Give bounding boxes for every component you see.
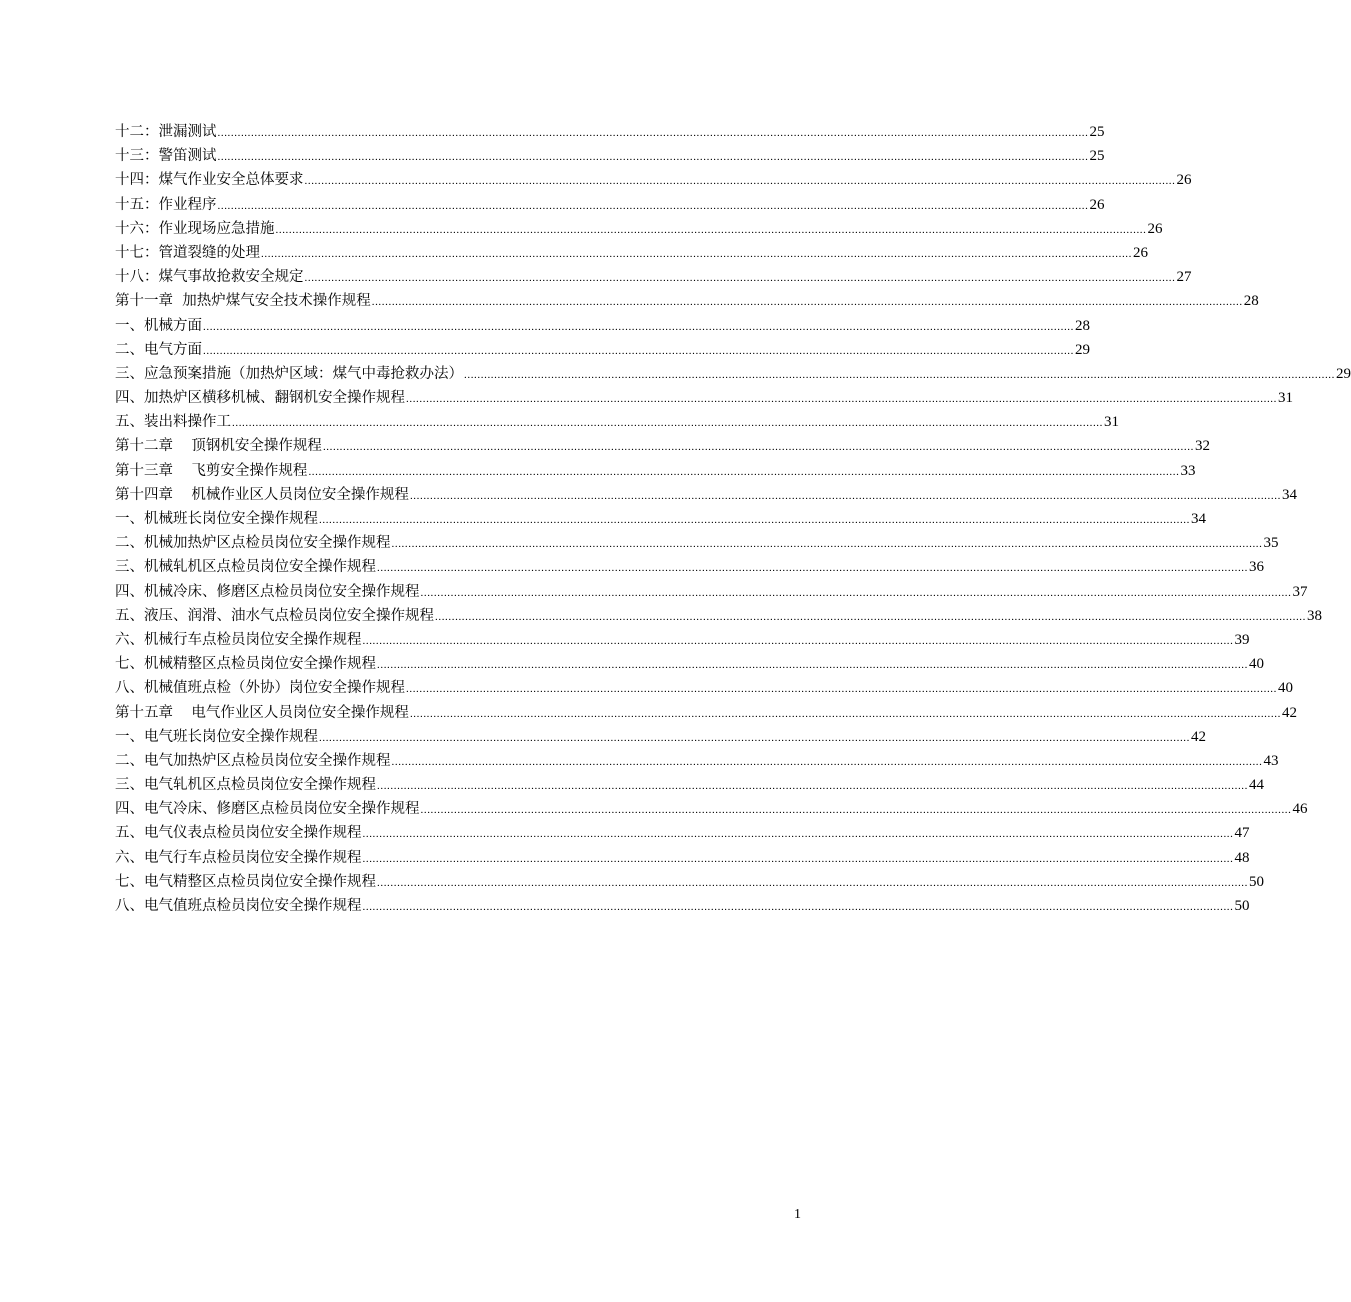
toc-entry-title: 七、机械精整区点检员岗位安全操作规程 — [115, 656, 376, 673]
toc-entry-page: 39 — [1234, 631, 1250, 648]
toc-dot-leader: .................................................................................................................................................................................................................................................................... — [406, 393, 1277, 406]
toc-entry-page: 37 — [1292, 583, 1308, 600]
toc-entry-title: 十二：泄漏测试 — [115, 124, 217, 140]
toc-entry-title: 二、机械加热炉区点检员岗位安全操作规程 — [115, 535, 391, 552]
toc-dot-leader: .................................................................................................................................................................................................................................................................... — [391, 538, 1263, 551]
toc-dot-leader: .................................................................................................................................................................................................................................................................... — [420, 804, 1292, 817]
toc-entry-page: 46 — [1292, 801, 1308, 818]
toc-entry-title: 一、机械方面 — [115, 317, 202, 334]
toc-entry[interactable] — [115, 846, 1250, 870]
toc-entry-title: 第十五章 电气作业区人员岗位安全操作规程 — [115, 704, 409, 721]
toc-entry[interactable] — [115, 676, 1293, 700]
toc-entry-title: 三、电气轧机区点检员岗位安全操作规程 — [115, 777, 376, 794]
toc-entry-page: 29 — [1075, 341, 1090, 358]
toc-entry[interactable] — [115, 338, 1090, 362]
toc-entry-page: 26 — [1089, 196, 1105, 213]
toc-entry-page: 50 — [1249, 873, 1264, 890]
toc-dot-leader: .................................................................................................................................................................................................................................................................... — [275, 223, 1147, 236]
toc-entry-title: 三、应急预案措施（加热炉区域：煤气中毒抢救办法） — [115, 365, 463, 382]
toc-dot-leader: .................................................................................................................................................................................................................................................................... — [362, 634, 1234, 647]
toc-dot-leader: .................................................................................................................................................................................................................................................................... — [406, 683, 1277, 696]
toc-dot-leader: .................................................................................................................................................................................................................................................................... — [409, 707, 1281, 720]
toc-entry-title: 第十二章 顶钢机安全操作规程 — [115, 438, 322, 455]
toc-entry-page: 40 — [1278, 680, 1293, 697]
toc-dot-leader: .................................................................................................................................................................................................................................................................... — [304, 272, 1176, 285]
toc-entry[interactable] — [115, 314, 1090, 338]
toc-dot-leader: .................................................................................................................................................................................................................................................................... — [362, 828, 1234, 841]
toc-dot-leader: .................................................................................................................................................................................................................................................................... — [232, 417, 1103, 430]
toc-entry[interactable] — [115, 483, 1297, 507]
toc-dot-leader: .................................................................................................................................................................................................................................................................... — [409, 489, 1281, 502]
toc-entry-page: 25 — [1089, 148, 1105, 165]
toc-entry-page: 26 — [1133, 244, 1148, 261]
toc-entry[interactable] — [115, 725, 1206, 749]
toc-dot-leader: .................................................................................................................................................................................................................................................................... — [203, 344, 1074, 357]
toc-entry-title: 七、电气精整区点检员岗位安全操作规程 — [115, 873, 376, 890]
table-of-contents — [115, 120, 1351, 918]
toc-entry-page: 42 — [1281, 704, 1297, 721]
toc-entry-title: 三、机械轧机区点检员岗位安全操作规程 — [115, 559, 376, 576]
toc-entry-title: 十六：作业现场应急措施 — [115, 220, 275, 237]
toc-dot-leader: .................................................................................................................................................................................................................................................................... — [435, 610, 1306, 623]
toc-dot-leader: .................................................................................................................................................................................................................................................................... — [319, 514, 1190, 526]
toc-entry-title: 十八：煤气事故抢救安全规定 — [115, 269, 304, 286]
toc-entry[interactable] — [115, 580, 1308, 604]
toc-entry[interactable] — [115, 555, 1264, 579]
toc-entry[interactable] — [115, 120, 1105, 144]
toc-dot-leader: .................................................................................................................................................................................................................................................................... — [322, 441, 1194, 454]
toc-entry[interactable] — [115, 652, 1264, 676]
toc-entry-title: 一、机械班长岗位安全操作规程 — [115, 511, 318, 527]
toc-entry[interactable] — [115, 604, 1322, 628]
toc-dot-leader: .................................................................................................................................................................................................................................................................... — [319, 731, 1190, 744]
toc-dot-leader: .................................................................................................................................................................................................................................................................... — [217, 151, 1089, 164]
toc-dot-leader: .................................................................................................................................................................................................................................................................... — [377, 876, 1248, 889]
toc-entry-page: 38 — [1307, 607, 1322, 624]
toc-entry-title: 八、机械值班点检（外协）岗位安全操作规程 — [115, 680, 405, 697]
toc-entry[interactable] — [115, 821, 1250, 845]
toc-entry[interactable] — [115, 870, 1264, 894]
toc-entry[interactable] — [115, 144, 1105, 168]
toc-dot-leader: .................................................................................................................................................................................................................................................................... — [308, 465, 1180, 478]
toc-entry[interactable] — [115, 773, 1264, 797]
toc-entry-page: 25 — [1089, 124, 1105, 140]
toc-entry[interactable] — [115, 531, 1279, 555]
toc-entry-page: 33 — [1180, 462, 1196, 479]
toc-entry-title: 四、电气冷床、修磨区点检员岗位安全操作规程 — [115, 801, 420, 818]
toc-entry[interactable] — [115, 749, 1279, 773]
toc-dot-leader: .................................................................................................................................................................................................................................................................... — [377, 562, 1248, 575]
toc-entry-title: 二、电气方面 — [115, 341, 202, 358]
toc-dot-leader: .................................................................................................................................................................................................................................................................... — [464, 368, 1335, 381]
toc-entry-title: 二、电气加热炉区点检员岗位安全操作规程 — [115, 752, 391, 769]
toc-dot-leader: .................................................................................................................................................................................................................................................................... — [377, 780, 1248, 793]
toc-dot-leader: .................................................................................................................................................................................................................................................................... — [304, 175, 1176, 188]
toc-entry[interactable] — [115, 265, 1192, 289]
toc-entry[interactable] — [115, 701, 1297, 725]
toc-entry-page: 26 — [1176, 172, 1192, 189]
toc-entry-page: 26 — [1147, 220, 1163, 237]
toc-entry-title: 一、电气班长岗位安全操作规程 — [115, 728, 318, 745]
toc-entry-page: 42 — [1191, 728, 1206, 745]
toc-entry-title: 四、机械冷床、修磨区点检员岗位安全操作规程 — [115, 583, 420, 600]
toc-dot-leader: .................................................................................................................................................................................................................................................................... — [261, 247, 1132, 260]
toc-entry-title: 四、加热炉区横移机械、翻钢机安全操作规程 — [115, 390, 405, 407]
toc-dot-leader: .................................................................................................................................................................................................................................................................... — [362, 852, 1234, 865]
toc-entry-page: 31 — [1278, 390, 1293, 407]
toc-entry-page: 40 — [1249, 656, 1264, 673]
toc-entry-title: 六、机械行车点检员岗位安全操作规程 — [115, 631, 362, 648]
toc-dot-leader: .................................................................................................................................................................................................................................................................... — [371, 296, 1243, 309]
toc-entry-page: 34 — [1281, 486, 1297, 503]
toc-entry-title: 十五：作业程序 — [115, 196, 217, 213]
toc-entry-title: 第十三章 飞剪安全操作规程 — [115, 462, 308, 479]
toc-entry-page: 35 — [1263, 535, 1279, 552]
toc-entry-page: 44 — [1249, 777, 1264, 794]
toc-entry[interactable] — [115, 362, 1351, 386]
toc-entry-title: 五、液压、润滑、油水气点检员岗位安全操作规程 — [115, 607, 434, 624]
toc-dot-leader: .................................................................................................................................................................................................................................................................... — [377, 659, 1248, 672]
toc-entry-title: 第十四章 机械作业区人员岗位安全操作规程 — [115, 486, 409, 503]
toc-entry[interactable] — [115, 894, 1250, 918]
toc-entry[interactable] — [115, 459, 1196, 483]
toc-entry-title: 五、电气仪表点检员岗位安全操作规程 — [115, 825, 362, 842]
toc-dot-leader: .................................................................................................................................................................................................................................................................... — [217, 127, 1089, 139]
toc-entry[interactable] — [115, 193, 1105, 217]
toc-dot-leader: .................................................................................................................................................................................................................................................................... — [391, 755, 1263, 768]
page-number: 1 — [794, 1207, 801, 1222]
toc-entry-page: 27 — [1176, 269, 1192, 286]
toc-entry-title: 五、装出料操作工 — [115, 414, 231, 431]
toc-entry-title: 八、电气值班点检员岗位安全操作规程 — [115, 898, 362, 914]
toc-entry[interactable] — [115, 168, 1192, 192]
toc-dot-leader: .................................................................................................................................................................................................................................................................... — [203, 320, 1074, 333]
toc-entry[interactable] — [115, 386, 1293, 410]
toc-entry-title: 第十一章 加热炉煤气安全技术操作规程 — [115, 293, 371, 310]
toc-entry[interactable] — [115, 241, 1148, 265]
toc-entry-title: 十三：警笛测试 — [115, 148, 217, 165]
toc-entry[interactable] — [115, 217, 1163, 241]
toc-entry-page: 29 — [1336, 365, 1351, 382]
toc-entry[interactable] — [115, 507, 1206, 531]
toc-entry[interactable] — [115, 434, 1210, 458]
toc-entry-title: 十七：管道裂缝的处理 — [115, 244, 260, 261]
toc-entry-page: 36 — [1249, 559, 1264, 576]
toc-entry-page: 31 — [1104, 414, 1119, 431]
toc-entry[interactable] — [115, 410, 1119, 434]
toc-entry-page: 34 — [1191, 511, 1206, 527]
toc-dot-leader: .................................................................................................................................................................................................................................................................... — [217, 199, 1089, 212]
toc-dot-leader: .................................................................................................................................................................................................................................................................... — [362, 901, 1234, 913]
toc-entry[interactable] — [115, 797, 1308, 821]
toc-entry-page: 28 — [1075, 317, 1090, 334]
toc-dot-leader: .................................................................................................................................................................................................................................................................... — [420, 586, 1292, 599]
toc-entry-page: 32 — [1194, 438, 1210, 455]
toc-entry-page: 48 — [1234, 849, 1250, 866]
toc-entry[interactable] — [115, 628, 1250, 652]
toc-entry-page: 28 — [1243, 293, 1259, 310]
toc-entry[interactable] — [115, 289, 1259, 313]
toc-entry-page: 50 — [1234, 898, 1250, 914]
toc-entry-page: 43 — [1263, 752, 1279, 769]
toc-entry-page: 47 — [1234, 825, 1250, 842]
toc-entry-title: 六、电气行车点检员岗位安全操作规程 — [115, 849, 362, 866]
toc-entry-title: 十四：煤气作业安全总体要求 — [115, 172, 304, 189]
